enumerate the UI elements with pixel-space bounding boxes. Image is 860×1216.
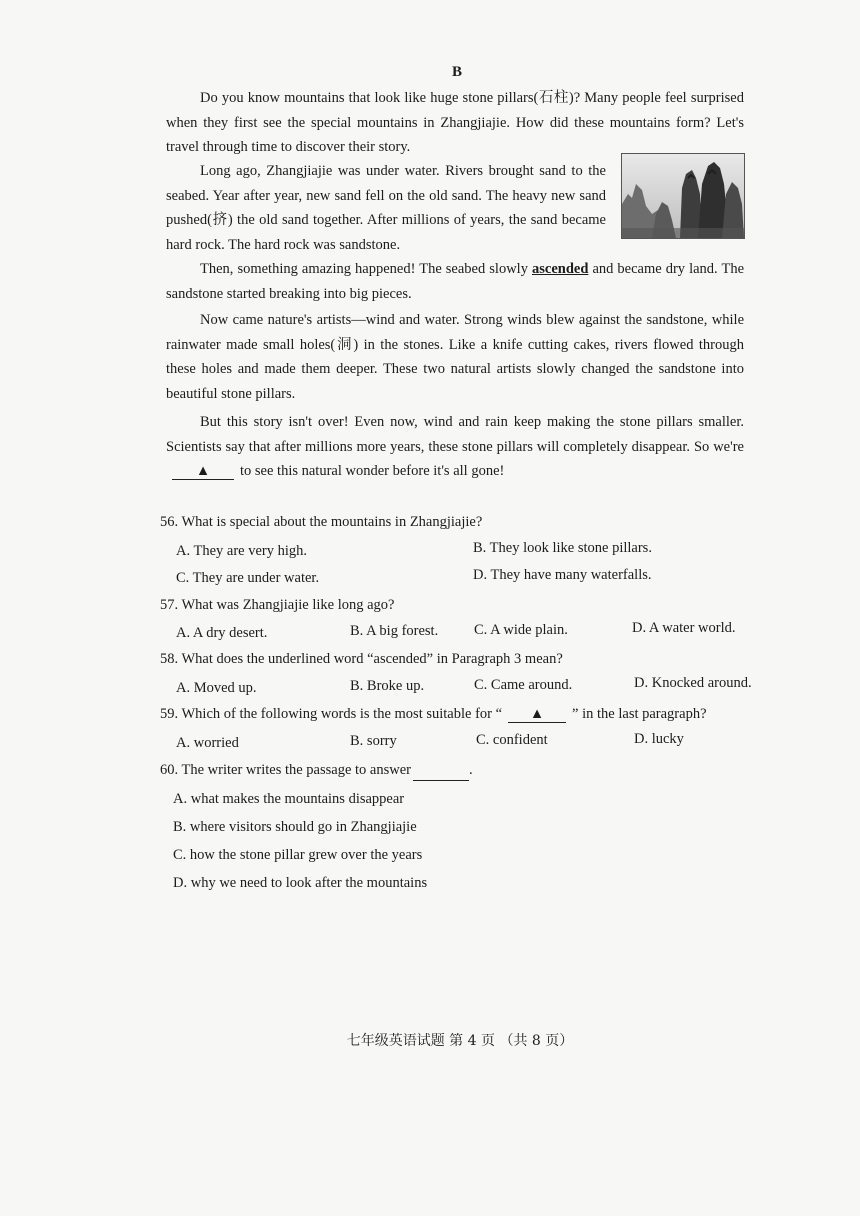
q60-option-c[interactable]: C. how the stone pillar grew over the years [173,847,423,863]
q57-option-d[interactable]: D. A water world. [632,620,736,636]
q60-option-d[interactable]: D. why we need to look after the mountains [173,875,428,891]
paragraph-4: Now came nature's artists—wind and water. Strong winds blew against the sandstone, while rainwater made small holes(洞) in the stones. Like a knife cutting cakes, rivers flowed through these holes and made them deeper. These two natural artists slowly changed the sandstone into beautiful stone pillars. [166,312,744,402]
q58-option-c[interactable]: C. Came around. [474,677,573,693]
page-footer: 七年级英语试题 第 4 页 （共 8 页） [346,1033,574,1049]
answer-blank: ▲ [172,463,234,480]
q58-option-b[interactable]: B. Broke up. [350,678,425,694]
q59-option-a[interactable]: A. worried [176,735,239,751]
zhangjiajie-photo [621,153,745,239]
q60-option-a[interactable]: A. what makes the mountains disappear [173,791,405,807]
question-57: 57. What was Zhangjiajie like long ago? [160,597,395,613]
q59-option-d[interactable]: D. lucky [634,731,684,747]
q59-option-c[interactable]: C. confident [476,732,548,748]
q60-blank [413,760,469,781]
q57-option-a[interactable]: A. A dry desert. [176,625,268,641]
question-56: 56. What is special about the mountains in Zhangjiajie? [160,514,483,530]
question-59: 59. Which of the following words is the most suitable for “ ▲ ” in the last paragraph? [160,706,707,722]
q58-option-d[interactable]: D. Knocked around. [634,675,752,691]
q56-option-c[interactable]: C. They are under water. [176,570,320,586]
question-58: 58. What does the underlined word “ascended” in Paragraph 3 mean? [160,651,563,667]
section-letter: B [451,64,462,80]
q59-blank: ▲ [508,706,566,723]
q57-option-b[interactable]: B. A big forest. [350,623,439,639]
paragraph-1: Do you know mountains that look like huge stone pillars(石柱)? Many people feel surprised when they first see the special mountains in Zhangjiajie. How did these mountains form? Let's travel through time to discover their story. [166,90,744,155]
q59-option-b[interactable]: B. sorry [350,733,397,749]
q60-option-b[interactable]: B. where visitors should go in Zhangjiajie [173,819,417,835]
underlined-word: ascended [532,261,589,277]
q57-option-c[interactable]: C. A wide plain. [474,622,568,638]
q56-option-d[interactable]: D. They have many waterfalls. [473,567,652,583]
question-60: 60. The writer writes the passage to answer . [160,760,780,781]
q56-option-a[interactable]: A. They are very high. [176,543,307,559]
paragraph-5: But this story isn't over! Even now, wind and rain keep making the stone pillars smaller. Scientists say that after millions more years, these stone pillars will completely disappear. So we're▲ to see this natural wonder before it's all gone! [166,414,744,479]
paragraph-2: Long ago, Zhangjiajie was under water. Rivers brought sand to the seabed. Year after year, new sand fell on the old sand. The heavy new sand pushed(挤) the old sand together. After millions of years, the sand became hard rock. The hard rock was sandstone. [166,163,606,253]
q56-option-b[interactable]: B. They look like stone pillars. [473,540,652,556]
paragraph-3: Then, something amazing happened! The seabed slowly ascended and became dry land. The sandstone started breaking into big pieces. [166,261,745,302]
q58-option-a[interactable]: A. Moved up. [176,680,257,696]
